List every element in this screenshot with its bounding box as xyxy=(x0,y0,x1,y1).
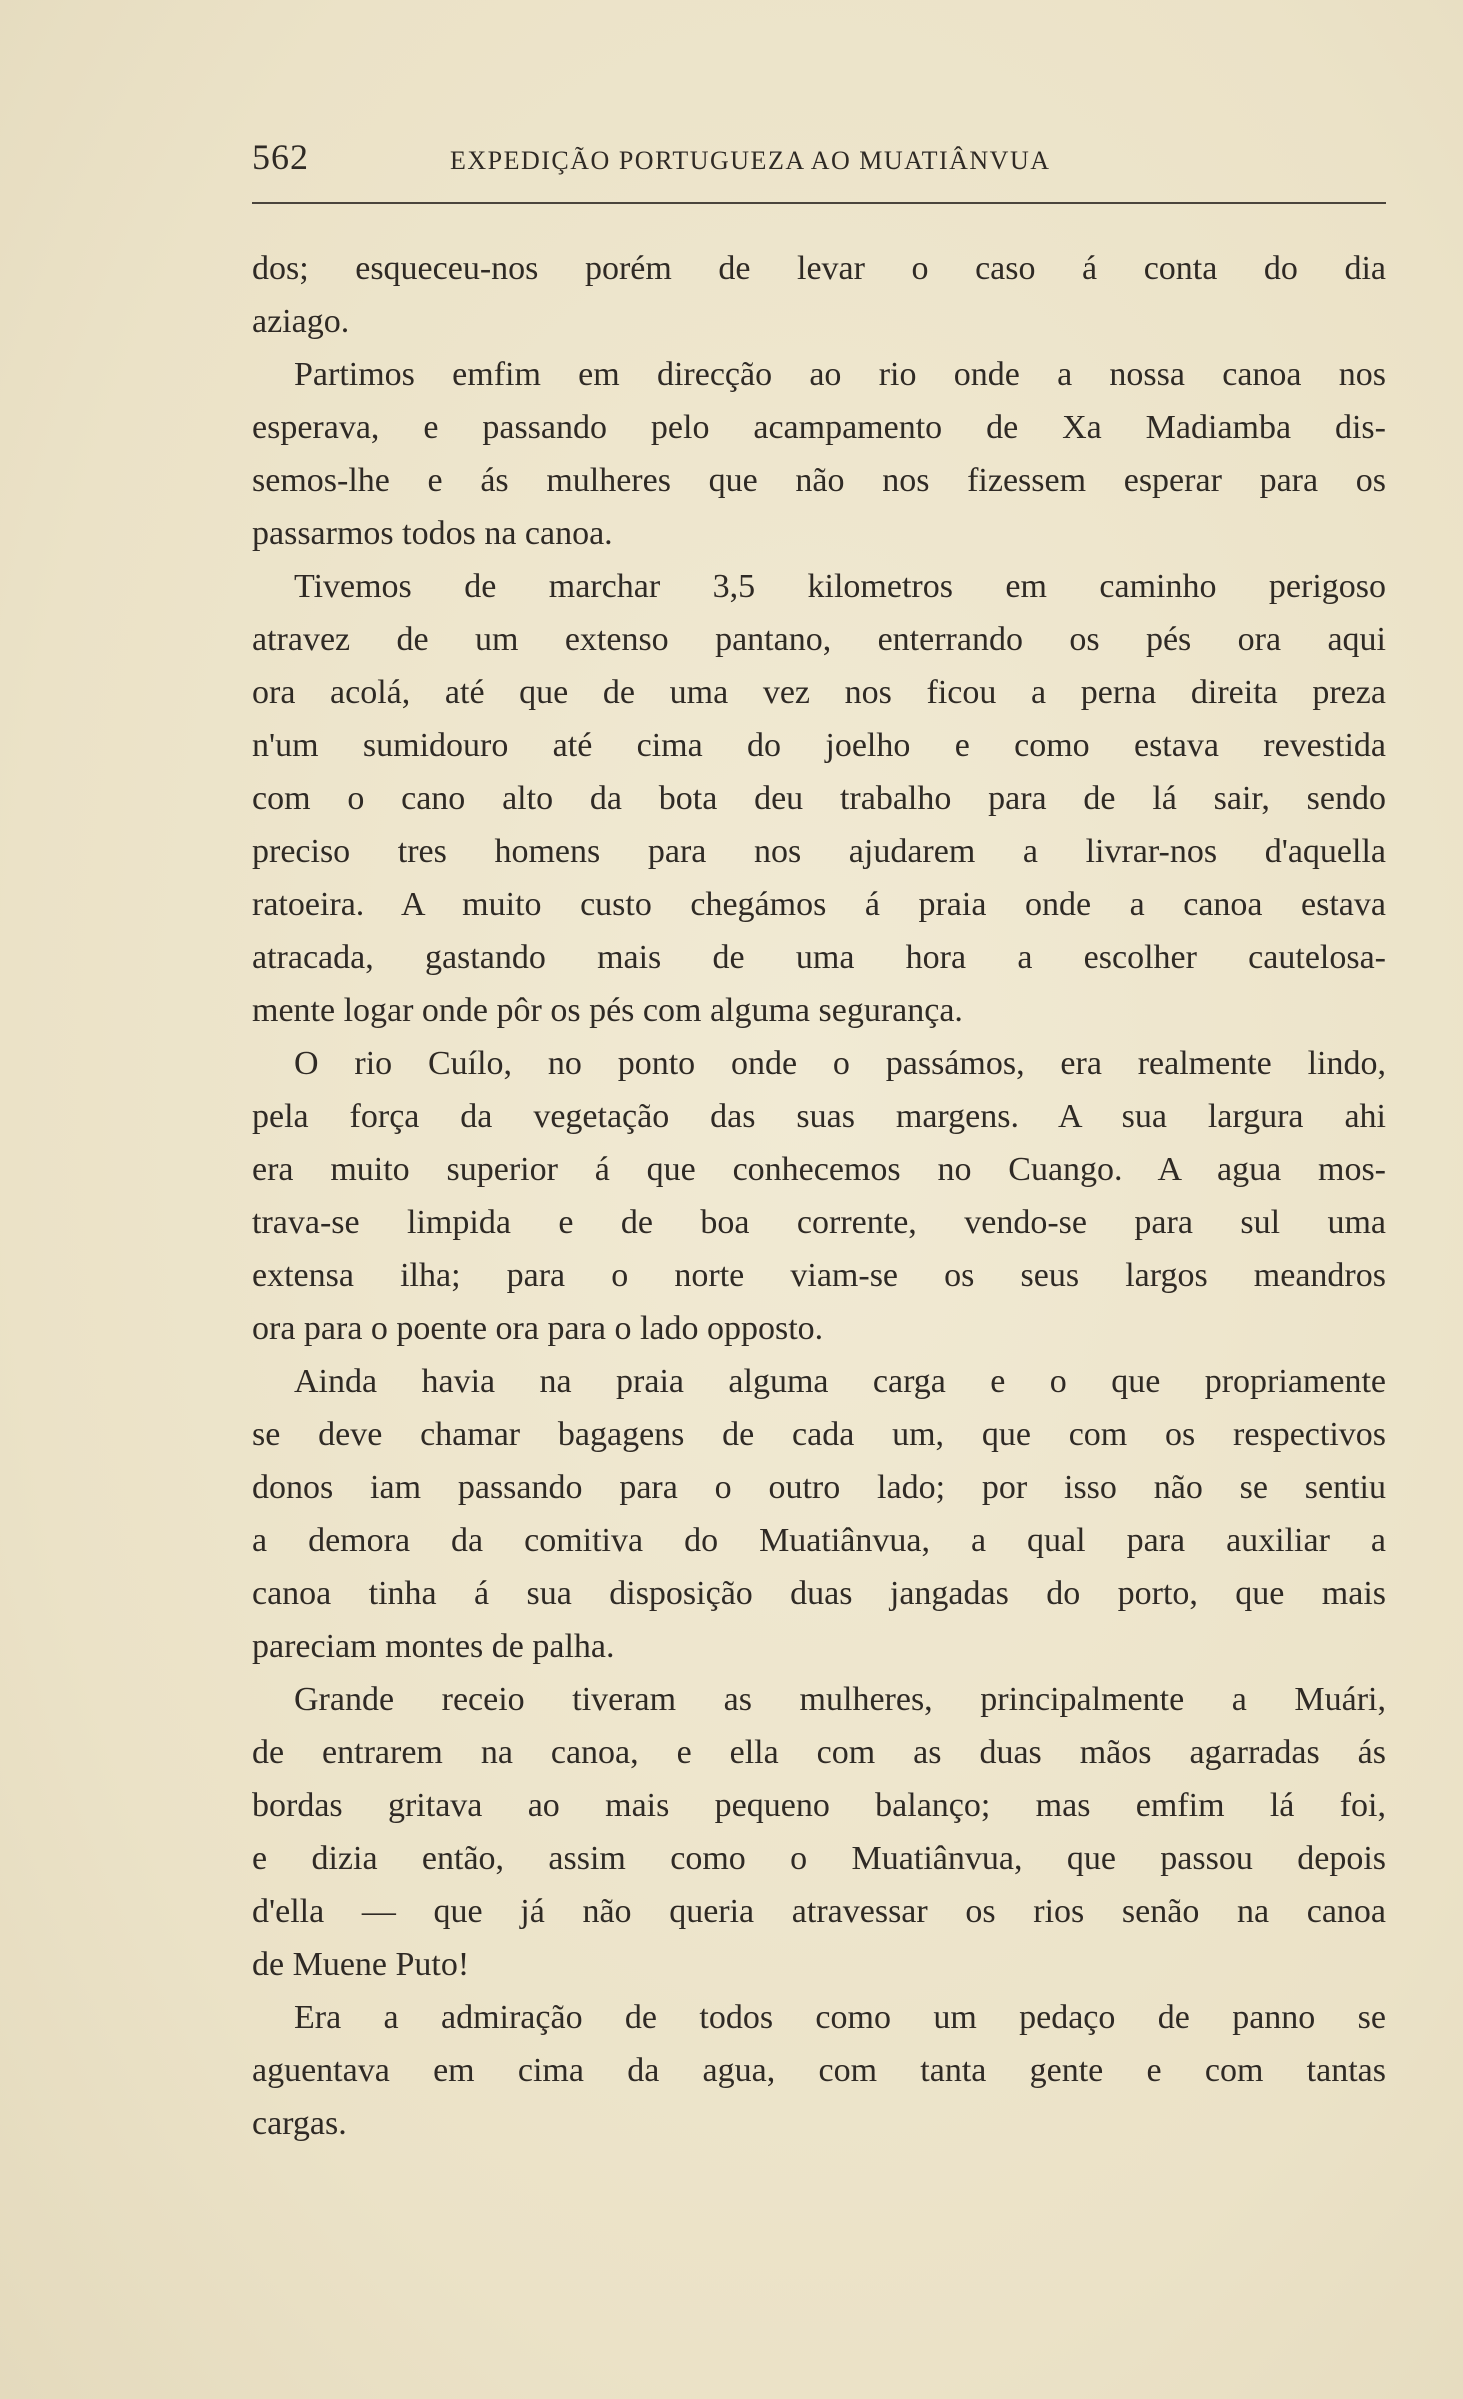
text-line: semos-lhe e ás mulheres que não nos fizessem esperar para os xyxy=(252,462,1386,499)
text-line: aguentava em cima da agua, com tanta gente e com tantas xyxy=(252,2052,1386,2089)
text-line: esperava, e passando pelo acampamento de Xa Madiamba dis- xyxy=(252,409,1386,446)
text-line: pela força da vegetação das suas margens. A sua largura ahi xyxy=(252,1098,1386,1135)
text-line: com o cano alto da bota deu trabalho para de lá sair, sendo xyxy=(252,780,1386,817)
text-line: n'um sumidouro até cima do joelho e como estava revestida xyxy=(252,727,1386,764)
text-line: mente logar onde pôr os pés com alguma segurança. xyxy=(252,992,963,1029)
text-line: Partimos emfim em direcção ao rio onde a nossa canoa nos xyxy=(294,356,1386,393)
text-line: de Muene Puto! xyxy=(252,1946,470,1983)
text-line: canoa tinha á sua disposição duas jangadas do porto, que mais xyxy=(252,1575,1386,1612)
text-line: ora acolá, até que de uma vez nos ficou a perna direita preza xyxy=(252,674,1386,711)
text-line: cargas. xyxy=(252,2105,347,2142)
text-line: O rio Cuílo, no ponto onde o passámos, era realmente lindo, xyxy=(294,1045,1386,1082)
text-line: se deve chamar bagagens de cada um, que com os respectivos xyxy=(252,1416,1386,1453)
text-line: a demora da comitiva do Muatiânvua, a qual para auxiliar a xyxy=(252,1522,1386,1559)
text-line: pareciam montes de palha. xyxy=(252,1628,615,1665)
text-line: donos iam passando para o outro lado; por isso não se sentiu xyxy=(252,1469,1386,1506)
text-line: era muito superior á que conhecemos no Cuango. A agua mos- xyxy=(252,1151,1386,1188)
text-line: Ainda havia na praia alguma carga e o que propriamente xyxy=(294,1363,1386,1400)
text-line: ora para o poente ora para o lado opposto. xyxy=(252,1310,824,1347)
page-header xyxy=(252,136,1386,192)
text-line: atracada, gastando mais de uma hora a escolher cautelosa- xyxy=(252,939,1386,976)
text-line: aziago. xyxy=(252,303,350,340)
text-line: Tivemos de marchar 3,5 kilometros em caminho perigoso xyxy=(294,568,1386,605)
text-line: e dizia então, assim como o Muatiânvua, que passou depois xyxy=(252,1840,1386,1877)
text-line: preciso tres homens para nos ajudarem a livrar-nos d'aquella xyxy=(252,833,1386,870)
header-rule xyxy=(252,202,1386,204)
page-number: 562 xyxy=(252,137,309,177)
text-line: dos; esqueceu-nos porém de levar o caso á conta do dia xyxy=(252,250,1386,287)
text-line: extensa ilha; para o norte viam-se os seus largos meandros xyxy=(252,1257,1386,1294)
text-line: trava-se limpida e de boa corrente, vendo-se para sul uma xyxy=(252,1204,1386,1241)
text-line: Era a admiração de todos como um pedaço de panno se xyxy=(294,1999,1386,2036)
running-title: EXPEDIÇÃO PORTUGUEZA AO MUATIÂNVUA xyxy=(450,146,1051,175)
body-text xyxy=(252,242,1386,2150)
text-line: atravez de um extenso pantano, enterrando os pés ora aqui xyxy=(252,621,1386,658)
text-line: Grande receio tiveram as mulheres, principalmente a Muári, xyxy=(294,1681,1386,1718)
text-line: de entrarem na canoa, e ella com as duas mãos agarradas ás xyxy=(252,1734,1386,1771)
text-line: d'ella — que já não queria atravessar os rios senão na canoa xyxy=(252,1893,1386,1930)
text-line: passarmos todos na canoa. xyxy=(252,515,613,552)
text-line: bordas gritava ao mais pequeno balanço; mas emfim lá foi, xyxy=(252,1787,1386,1824)
text-line: ratoeira. A muito custo chegámos á praia onde a canoa estava xyxy=(252,886,1386,923)
